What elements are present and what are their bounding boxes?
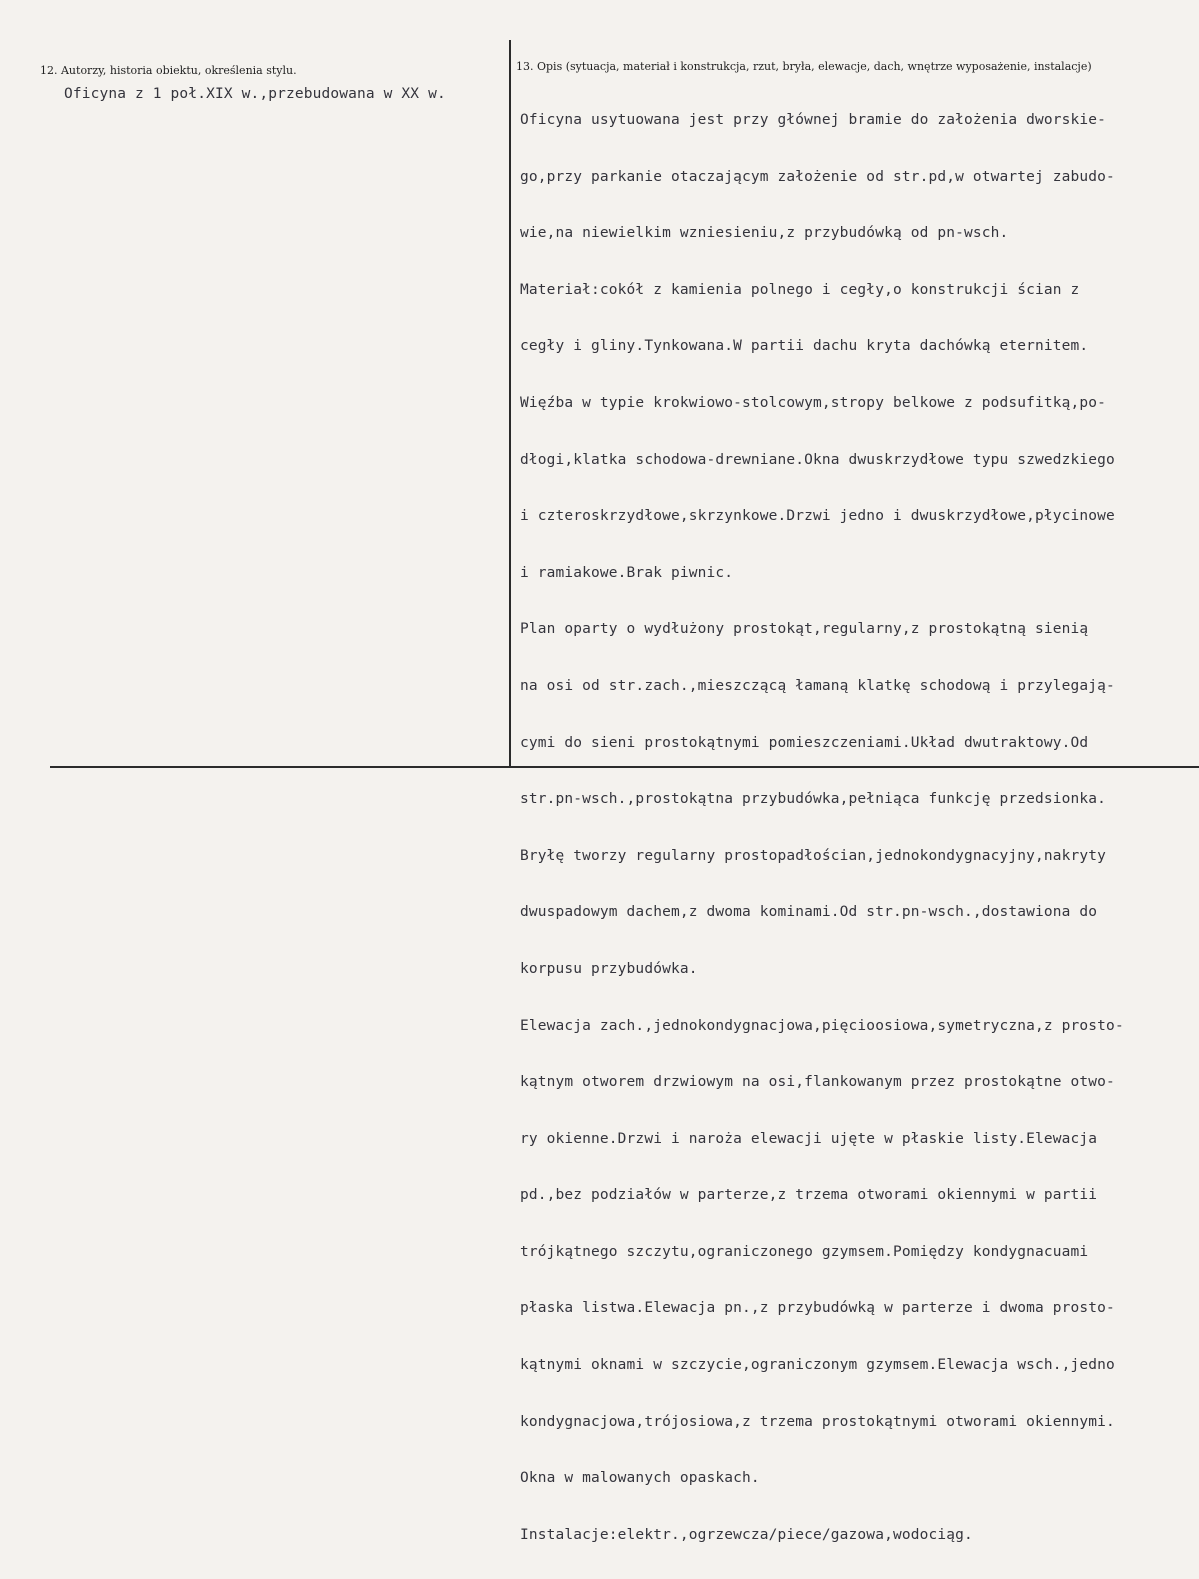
description-line: Instalacje:elektr.,ogrzewcza/piece/gazowa,wodociąg. — [520, 1526, 973, 1543]
description-line: dwuspadowym dachem,z dwoma kominami.Od str.pn-wsch.,dostawiona do — [520, 904, 1098, 921]
description-line: ry okienne.Drzwi i naroża elewacji ujęte w płaskie listy.Elewacja — [520, 1130, 1098, 1147]
description-line: Plan oparty o wydłużony prostokąt,regularny,z prostokątną sienią — [520, 621, 1089, 638]
description-line: str.pn-wsch.,prostokątna przybudówka,pełniąca funkcję przedsionka. — [520, 791, 1107, 808]
description-line: pd.,bez podziałów w parterze,z trzema otworami okiennymi w partii — [520, 1187, 1098, 1204]
section-12-label: 12. Autorzy, historia obiektu, określenia stylu. — [40, 64, 297, 77]
section-13-label: 13. Opis (sytuacja, materiał i konstrukcja, rzut, bryła, elewacje, dach, wnętrze wyposażenie, instalacje) — [516, 60, 1092, 73]
description-line: go,przy parkanie otaczającym założenie od str.pd,w otwartej zabudo- — [520, 168, 1115, 185]
description-line: cegły i gliny.Tynkowana.W partii dachu kryta dachówką eternitem. — [520, 338, 1089, 355]
description-line: Materiał:cokół z kamienia polnego i cegły,o konstrukcji ścian z — [520, 281, 1080, 298]
description-line: kątnym otworem drzwiowym na osi,flankowanym przez prostokątne otwo- — [520, 1074, 1115, 1091]
description-line: kątnymi oknami w szczycie,ograniczonym gzymsem.Elewacja wsch.,jedno — [520, 1357, 1115, 1374]
description-line: i czteroskrzydłowe,skrzynkowe.Drzwi jedno i dwuskrzydłowe,płycinowe — [520, 508, 1115, 525]
description-line: Elewacja zach.,jednokondygnacjowa,pięcioosiowa,symetryczna,z prosto- — [520, 1017, 1124, 1034]
description-line: Więźba w typie krokwiowo-stolcowym,stropy belkowe z podsufitką,po- — [520, 394, 1107, 411]
description-line: dłogi,klatka schodowa-drewniane.Okna dwuskrzydłowe typu szwedzkiego — [520, 451, 1115, 468]
description-line: Okna w malowanych opaskach. — [520, 1470, 760, 1487]
description-line: kondygnacjowa,trójosiowa,z trzema prostokątnymi otworami okiennymi. — [520, 1413, 1115, 1430]
section-12-text: Oficyna z 1 poł.XIX w.,przebudowana w XX w. — [64, 86, 446, 102]
description-line: wie,na niewielkim wzniesieniu,z przybudówką od pn-wsch. — [520, 225, 1009, 242]
description-line: płaska listwa.Elewacja pn.,z przybudówką w parterze i dwoma prosto- — [520, 1300, 1115, 1317]
description-line: na osi od str.zach.,mieszczącą łamaną klatkę schodową i przylegają- — [520, 677, 1115, 694]
description-line: cymi do sieni prostokątnymi pomieszczeniami.Układ dwutraktowy.Od — [520, 734, 1089, 751]
description-line: Oficyna usytuowana jest przy głównej bramie do założenia dworskie- — [520, 112, 1107, 128]
description-line: korpusu przybudówka. — [520, 960, 698, 977]
section-13-text — [520, 76, 1199, 1579]
column-divider — [509, 40, 511, 767]
description-line: Bryłę tworzy regularny prostopadłościan,jednokondygnacyjny,nakryty — [520, 847, 1107, 864]
description-line: i ramiakowe.Brak piwnic. — [520, 564, 734, 581]
description-line: trójkątnego szczytu,ograniczonego gzymsem.Pomiędzy kondygnacuami — [520, 1243, 1089, 1260]
